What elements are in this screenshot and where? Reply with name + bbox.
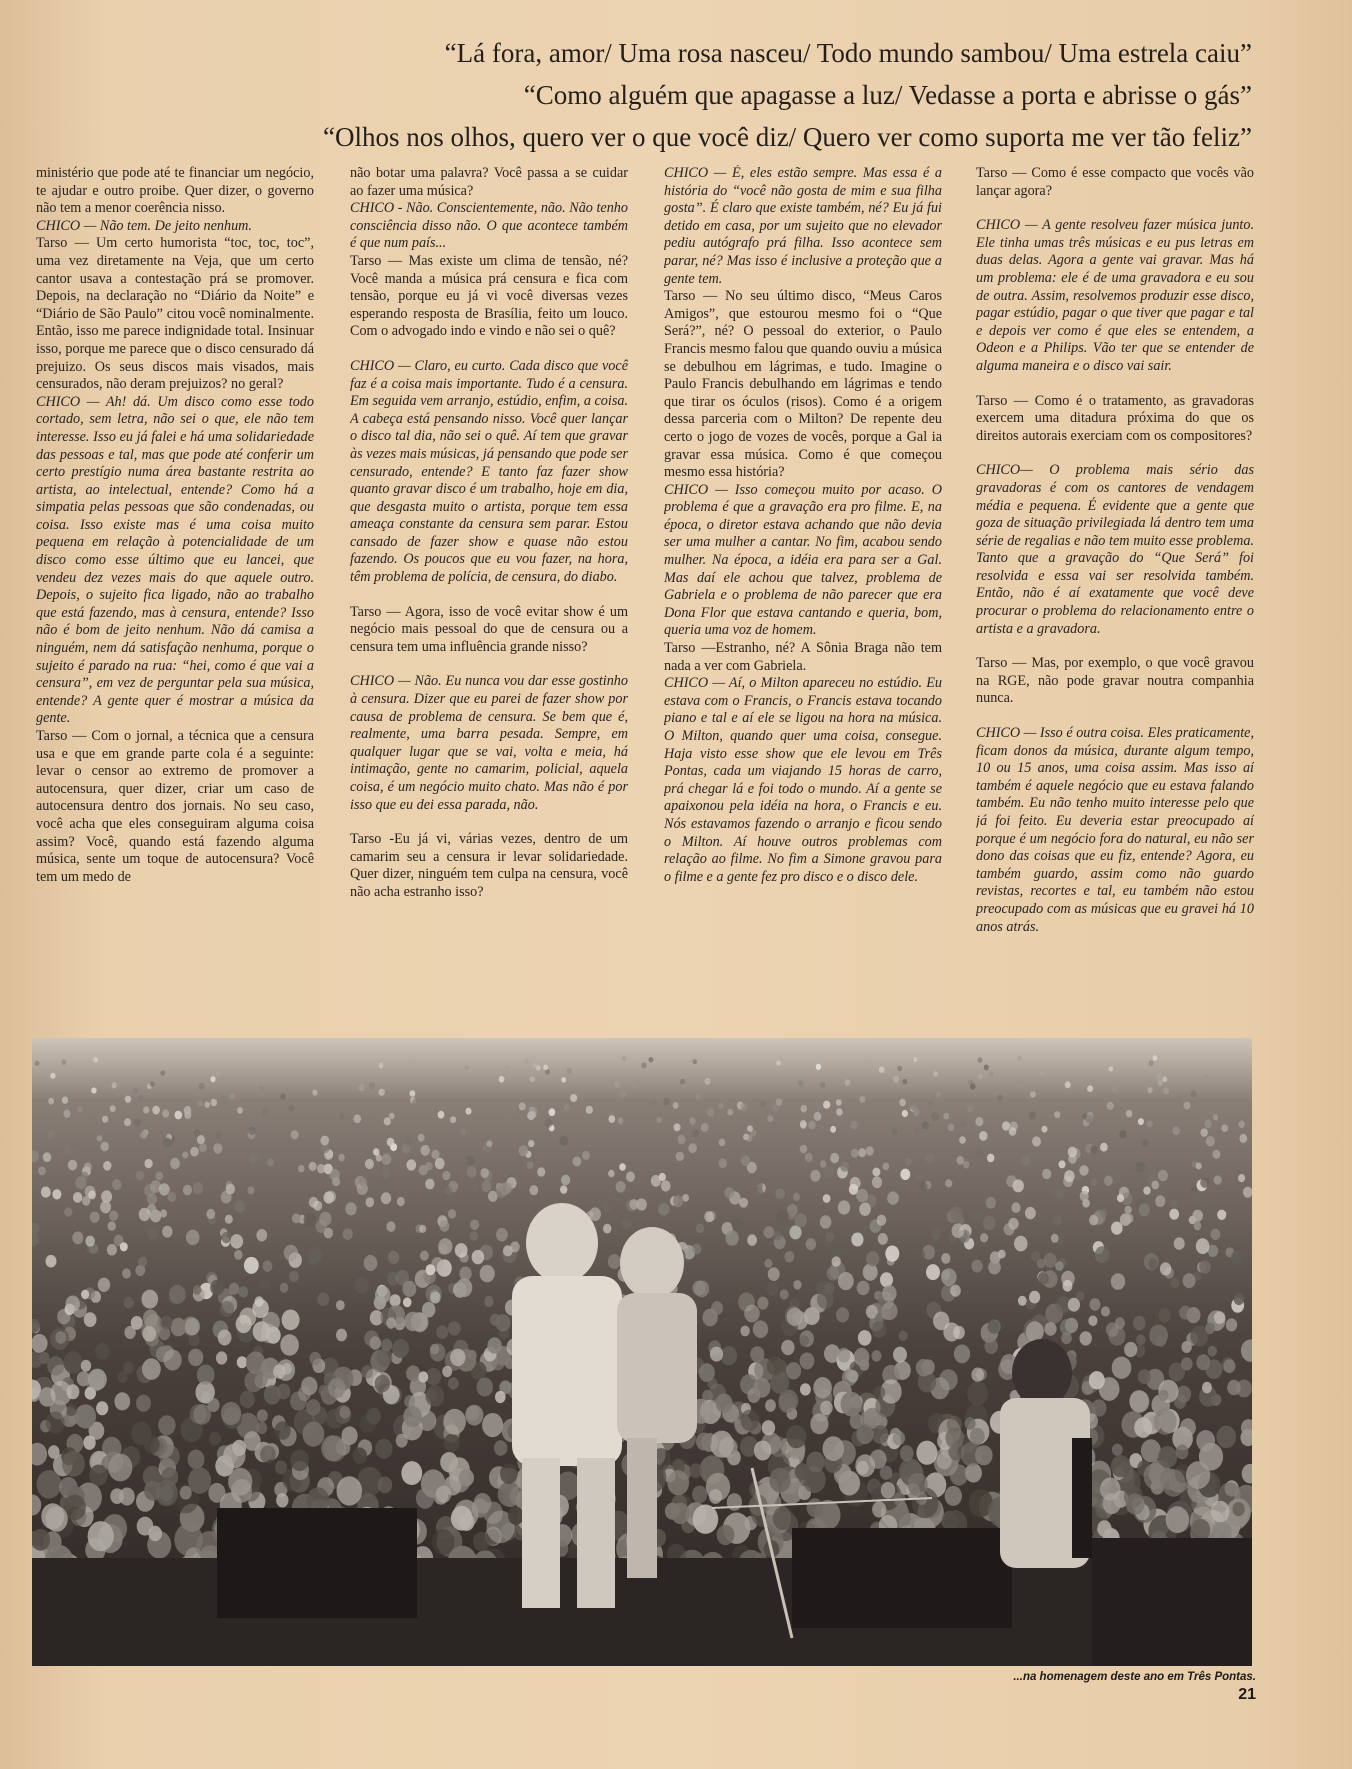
speaker-name: CHICO bbox=[976, 462, 1021, 479]
paragraph-text: — Como é o tratamento, as gravadoras exercem uma ditadura próxima do que os direitos autorais exerciam com os compositores? bbox=[976, 392, 1254, 444]
page-number: 21 bbox=[1238, 1686, 1256, 1703]
quote-line: “Como alguém que apagasse a luz/ Vedasse a porta e abrisse o gás” bbox=[523, 80, 1252, 110]
paragraph-text: — Mas existe um clima de tensão, né? Você manda a música prá censura e fica com tensão, porque eu já vi você diversas vezes esperando resposta de Brasília, feito um louco. Com o advogado indo e vindo e não sei o quê? bbox=[350, 252, 628, 340]
paragraph-text: — Ah! dá. Um disco como esse todo cortado, sem letra, não sei o que, ele não tem interesse. Isso eu já falei e há uma solidariedade das pessoas e tal, mas que pode até conferir um certo prestígio numa área bastante restrita ao artista, ao intelectual, entende? Como há a simpatia pelas pessoas que são condenadas, ou coisa. Isso existe mas é uma coisa muito pequena em relação à potencialidade de um disco como esse último que eu lancei, que vendeu dez vezes mais do que aquele outro. Depois, o sujeito fica ligado, não ao trabalho que está fazendo, mas à censura, entende? Isso não é bom de jeito nenhum. Não dá camisa a ninguém, nem dá satisfação nenhuma, porque o sujeito é parado na rua: “hei, como é que vai a censura”, em vez de perguntar pela sua música, entende? A gente quer é mostrar a música da gente. bbox=[36, 393, 314, 727]
speaker-name: Tarso bbox=[350, 603, 382, 620]
speaker-name: CHICO bbox=[664, 481, 709, 498]
paragraph-text: — Um certo humorista “toc, toc, toc”, uma vez diretamente na Veja, que um certo cantor usava a contestação prá se promover. Depois, na declaração no “Diário da Noite” e “Diário de São Paulo” citou você nominalmente. Então, isso me parece indignidade total. Insinuar isso, porque me parece que o disco censurado dá prejuizo. Os seus discos mais visados, mais censurados, não deram prejuizos? no geral? bbox=[36, 235, 314, 393]
speaker-name: Tarso bbox=[36, 235, 68, 252]
article-paragraph bbox=[350, 831, 628, 901]
paragraph-text: — No seu último disco, “Meus Caros Amigos”, que estourou mesmo foi o “Que Será?”, né? O pessoal do exterior, o Paulo Francis mesmo falou que quando ouviu a música se debulhou em lágrimas, e tudo. Imagine o Paulo Francis debulhando em lágrimas e tendo que tirar os óculos (risos). Como é a origem dessa parceria com o Milton? De repente deu certo o jogo de vozes de vocês, porque a Gal ia gravar essa música. Como é que começou mesmo essa história? bbox=[664, 288, 942, 481]
speaker-name: Tarso bbox=[36, 728, 68, 744]
article-paragraph bbox=[36, 235, 314, 393]
article-paragraph bbox=[664, 675, 942, 886]
article-column-2 bbox=[350, 165, 628, 1015]
speaker-name: CHICO bbox=[664, 675, 709, 692]
paragraph-text: — Não tem. De jeito nenhum. bbox=[80, 217, 252, 234]
paragraph-text: — O problema mais sério das gravadoras é com os cantores de vendagem média e pequena. É evidente que a gente que goza de situação privilegiada lá dentro tem uma série de regalias e não tem muito esse problema. Tanto que a gravação do “Que Será” foi resolvida e essa vai ser resolvida também. Então, não é aí exatamente que você deve procurar o problema do relacionamento entre o artista e a gravadora. bbox=[976, 462, 1254, 637]
article-paragraph bbox=[976, 217, 1254, 375]
paragraph-text: ministério que pode até te financiar um negócio, te ajudar e outro proibe. Quer dizer, o governo não tem a menor coerência nisso. bbox=[36, 165, 314, 217]
speaker-name: CHICO bbox=[350, 200, 395, 217]
article-paragraph bbox=[350, 358, 628, 587]
speaker-name: CHICO bbox=[976, 217, 1021, 234]
article-paragraph bbox=[36, 218, 314, 236]
article-paragraph bbox=[36, 165, 314, 218]
article-paragraph bbox=[350, 604, 628, 657]
photo-caption: ...na homenagem deste ano em Três Pontas. bbox=[1013, 1671, 1256, 1683]
article-column-1 bbox=[36, 165, 314, 1015]
speaker-name: Tarso bbox=[350, 831, 382, 848]
lyrics-quotes bbox=[132, 32, 1252, 158]
article-paragraph bbox=[36, 394, 314, 728]
concert-crowd-photo bbox=[32, 1038, 1252, 1666]
speaker-name: Tarso bbox=[664, 640, 696, 657]
speaker-name: Tarso bbox=[664, 288, 696, 305]
speaker-name: CHICO bbox=[350, 357, 395, 374]
speaker-name: Tarso bbox=[976, 165, 1008, 181]
article-paragraph bbox=[976, 165, 1254, 200]
paragraph-text: — Isso é outra coisa. Eles praticamente, ficam donos da música, durante algum tempo, 10 ou 15 anos, uma coisa assim. Mas isso aí também é aquele negócio que eu estava falando também. Eu não tenho muito interesse pelo que já foi feito. Eu deveria estar preocupado aí porque é um negócio fora do natural, eu não ser dono das coisas que eu fiz, entende? Agora, eu também guardo, assim como não guardo revistas, recortes e tal, eu também não estou preocupado com as músicas que eu gravei há 10 anos atrás. bbox=[976, 725, 1254, 935]
quote-line: “Olhos nos olhos, quero ver o que você diz/ Quero ver como suporta me ver tão feliz” bbox=[323, 122, 1252, 152]
paragraph-text: — Mas, por exemplo, o que você gravou na RGE, não pode gravar noutra companhia nunca. bbox=[976, 655, 1254, 707]
article-paragraph bbox=[664, 640, 942, 675]
article-paragraph bbox=[350, 253, 628, 341]
article-paragraph bbox=[976, 393, 1254, 446]
speaker-name: CHICO bbox=[36, 393, 81, 410]
article-column-4 bbox=[976, 165, 1254, 1015]
paragraph-text: — Aí, o Milton apareceu no estúdio. Eu estava com o Francis, o Francis estava tocando piano e tal e aí ele se ligou na hora na música. O Milton, quando quer uma coisa, consegue. Haja visto esse show que ele levou em Três Pontas, cada um viajando 15 horas de carro, prá chegar lá e foi todo o mundo. Aí a gente se apaixonou pela idéia na hora, o Francis e eu. Nós estavamos fazendo o arranjo e ficou sendo o Milton. Aí houve outros problemas com relação ao filme. No fim a Simone gravou para o filme e a gente fez pro disco e o disco dele. bbox=[664, 675, 942, 885]
article-paragraph bbox=[36, 728, 314, 886]
paragraph-text: — Como é esse compacto que vocês vão lançar agora? bbox=[976, 165, 1254, 199]
paragraph-text: — Com o jornal, a técnica que a censura usa e que em grande parte cola é a seguinte: levar o censor ao extremo de promover a autocensura, quer dizer, criar um caso de autocensura dentro dos jornais. No seu caso, você acha que eles conseguiram alguma coisa assim? Você, quando está fazendo alguma música, sente um toque de autocensura? Você tem um medo de bbox=[36, 728, 314, 885]
paragraph-text: — A gente resolveu fazer música junto. Ele tinha umas três músicas e eu pus letras em duas delas. Agora a gente vai gravar. Mas há um problema: ele é de uma gravadora e eu sou de outra. Assim, resolvemos produzir esse disco, pagar estúdio, pagar o que tiver que pagar e tal e depois ver como é que eles se entendem, a Odeon e a Philips. Vão ter que se entender de alguma maneira e o disco vai sair. bbox=[976, 217, 1254, 374]
article-paragraph bbox=[350, 165, 628, 200]
article-paragraph bbox=[976, 725, 1254, 936]
article-column-3 bbox=[664, 165, 942, 1015]
paragraph-text: —Estranho, né? A Sônia Braga não tem nada a ver com Gabriela. bbox=[664, 640, 942, 674]
paragraph-text: não botar uma palavra? Você passa a se cuidar ao fazer uma música? bbox=[350, 165, 628, 199]
article-paragraph bbox=[976, 655, 1254, 708]
paragraph-text: — Claro, eu curto. Cada disco que você faz é a coisa mais importante. Tudo é a censura. Em seguida vem arranjo, estúdio, enfim, a coisa. A cabeça está pensando nisso. Você quer lançar o disco tal dia, não sei o quê. Aí tem que gravar às vezes mais músicas, já pensando que pode ser censurado, entende? E tanto faz fazer show quanto gravar disco é um trabalho, hoje em dia, que desgasta muito o artista, porque tem essa ameaça constante da censura sem parar. Estou cansado de fazer show e quase não estou fazendo. Os poucos que eu vou fazer, na hora, têm problema de polícia, de censura, do diabo. bbox=[350, 357, 628, 586]
article-paragraph bbox=[664, 165, 942, 288]
article-paragraph bbox=[350, 673, 628, 814]
speaker-name: Tarso bbox=[976, 655, 1008, 672]
article-columns bbox=[36, 165, 1256, 1015]
paragraph-text: -Eu já vi, várias vezes, dentro de um camarim seu a censura ir levar solidariedade. Quer dizer, ninguém tem culpa na censura, você não acha estranho isso? bbox=[350, 831, 628, 900]
article-paragraph bbox=[976, 462, 1254, 638]
article-paragraph bbox=[350, 200, 628, 253]
article-paragraph bbox=[664, 288, 942, 482]
speaker-name: CHICO bbox=[350, 673, 395, 690]
paragraph-text: - Não. Conscientemente, não. Não tenho consciência disso não. O que acontece também é que num país... bbox=[350, 200, 628, 252]
speaker-name: Tarso bbox=[350, 252, 382, 269]
article-paragraph bbox=[664, 482, 942, 640]
speaker-name: CHICO bbox=[976, 725, 1021, 742]
paragraph-text: — Agora, isso de você evitar show é um negócio mais pessoal do que de censura ou a censura tem uma influência grande nisso? bbox=[350, 603, 628, 655]
paragraph-text: — Isso começou muito por acaso. O problema é que a gravação era pro filme. E, na época, o diretor estava achando que não devia ser uma mulher a cantar. No fim, acabou sendo mulher. Na época, a idéia era para ser a Gal. Mas daí ele achou que talvez, problema de Gabriela e o problema de não parecer que era Dona Flor que estava cantando e queria, bom, queria uma voz de homem. bbox=[664, 481, 942, 639]
speaker-name: CHICO bbox=[36, 217, 81, 234]
paragraph-text: — É, eles estão sempre. Mas essa é a história do “você não gosta de mim e sua filha gosta”. É claro que existe também, né? Eu já fui detido em casa, por um sujeito que no elevador pediu autógrafo prá filha. Isso acontece sem parar, né? Mas isso é inclusive a proteção que a gente tem. bbox=[664, 165, 942, 287]
speaker-name: Tarso bbox=[976, 392, 1008, 409]
paragraph-text: — Não. Eu nunca vou dar esse gostinho à censura. Dizer que eu parei de fazer show por causa de problema de censura. Se bem que é, realmente, uma barra pesada. Sempre, em qualquer lugar que se vai, volta e meia, há intimação, gente no camarim, policial, aquela coisa, é um negócio muito chato. Mas não é por isso que eu dei essa parada, não. bbox=[350, 673, 628, 813]
quote-line: “Lá fora, amor/ Uma rosa nasceu/ Todo mundo sambou/ Uma estrela caiu” bbox=[444, 38, 1252, 68]
speaker-name: CHICO bbox=[664, 165, 709, 181]
